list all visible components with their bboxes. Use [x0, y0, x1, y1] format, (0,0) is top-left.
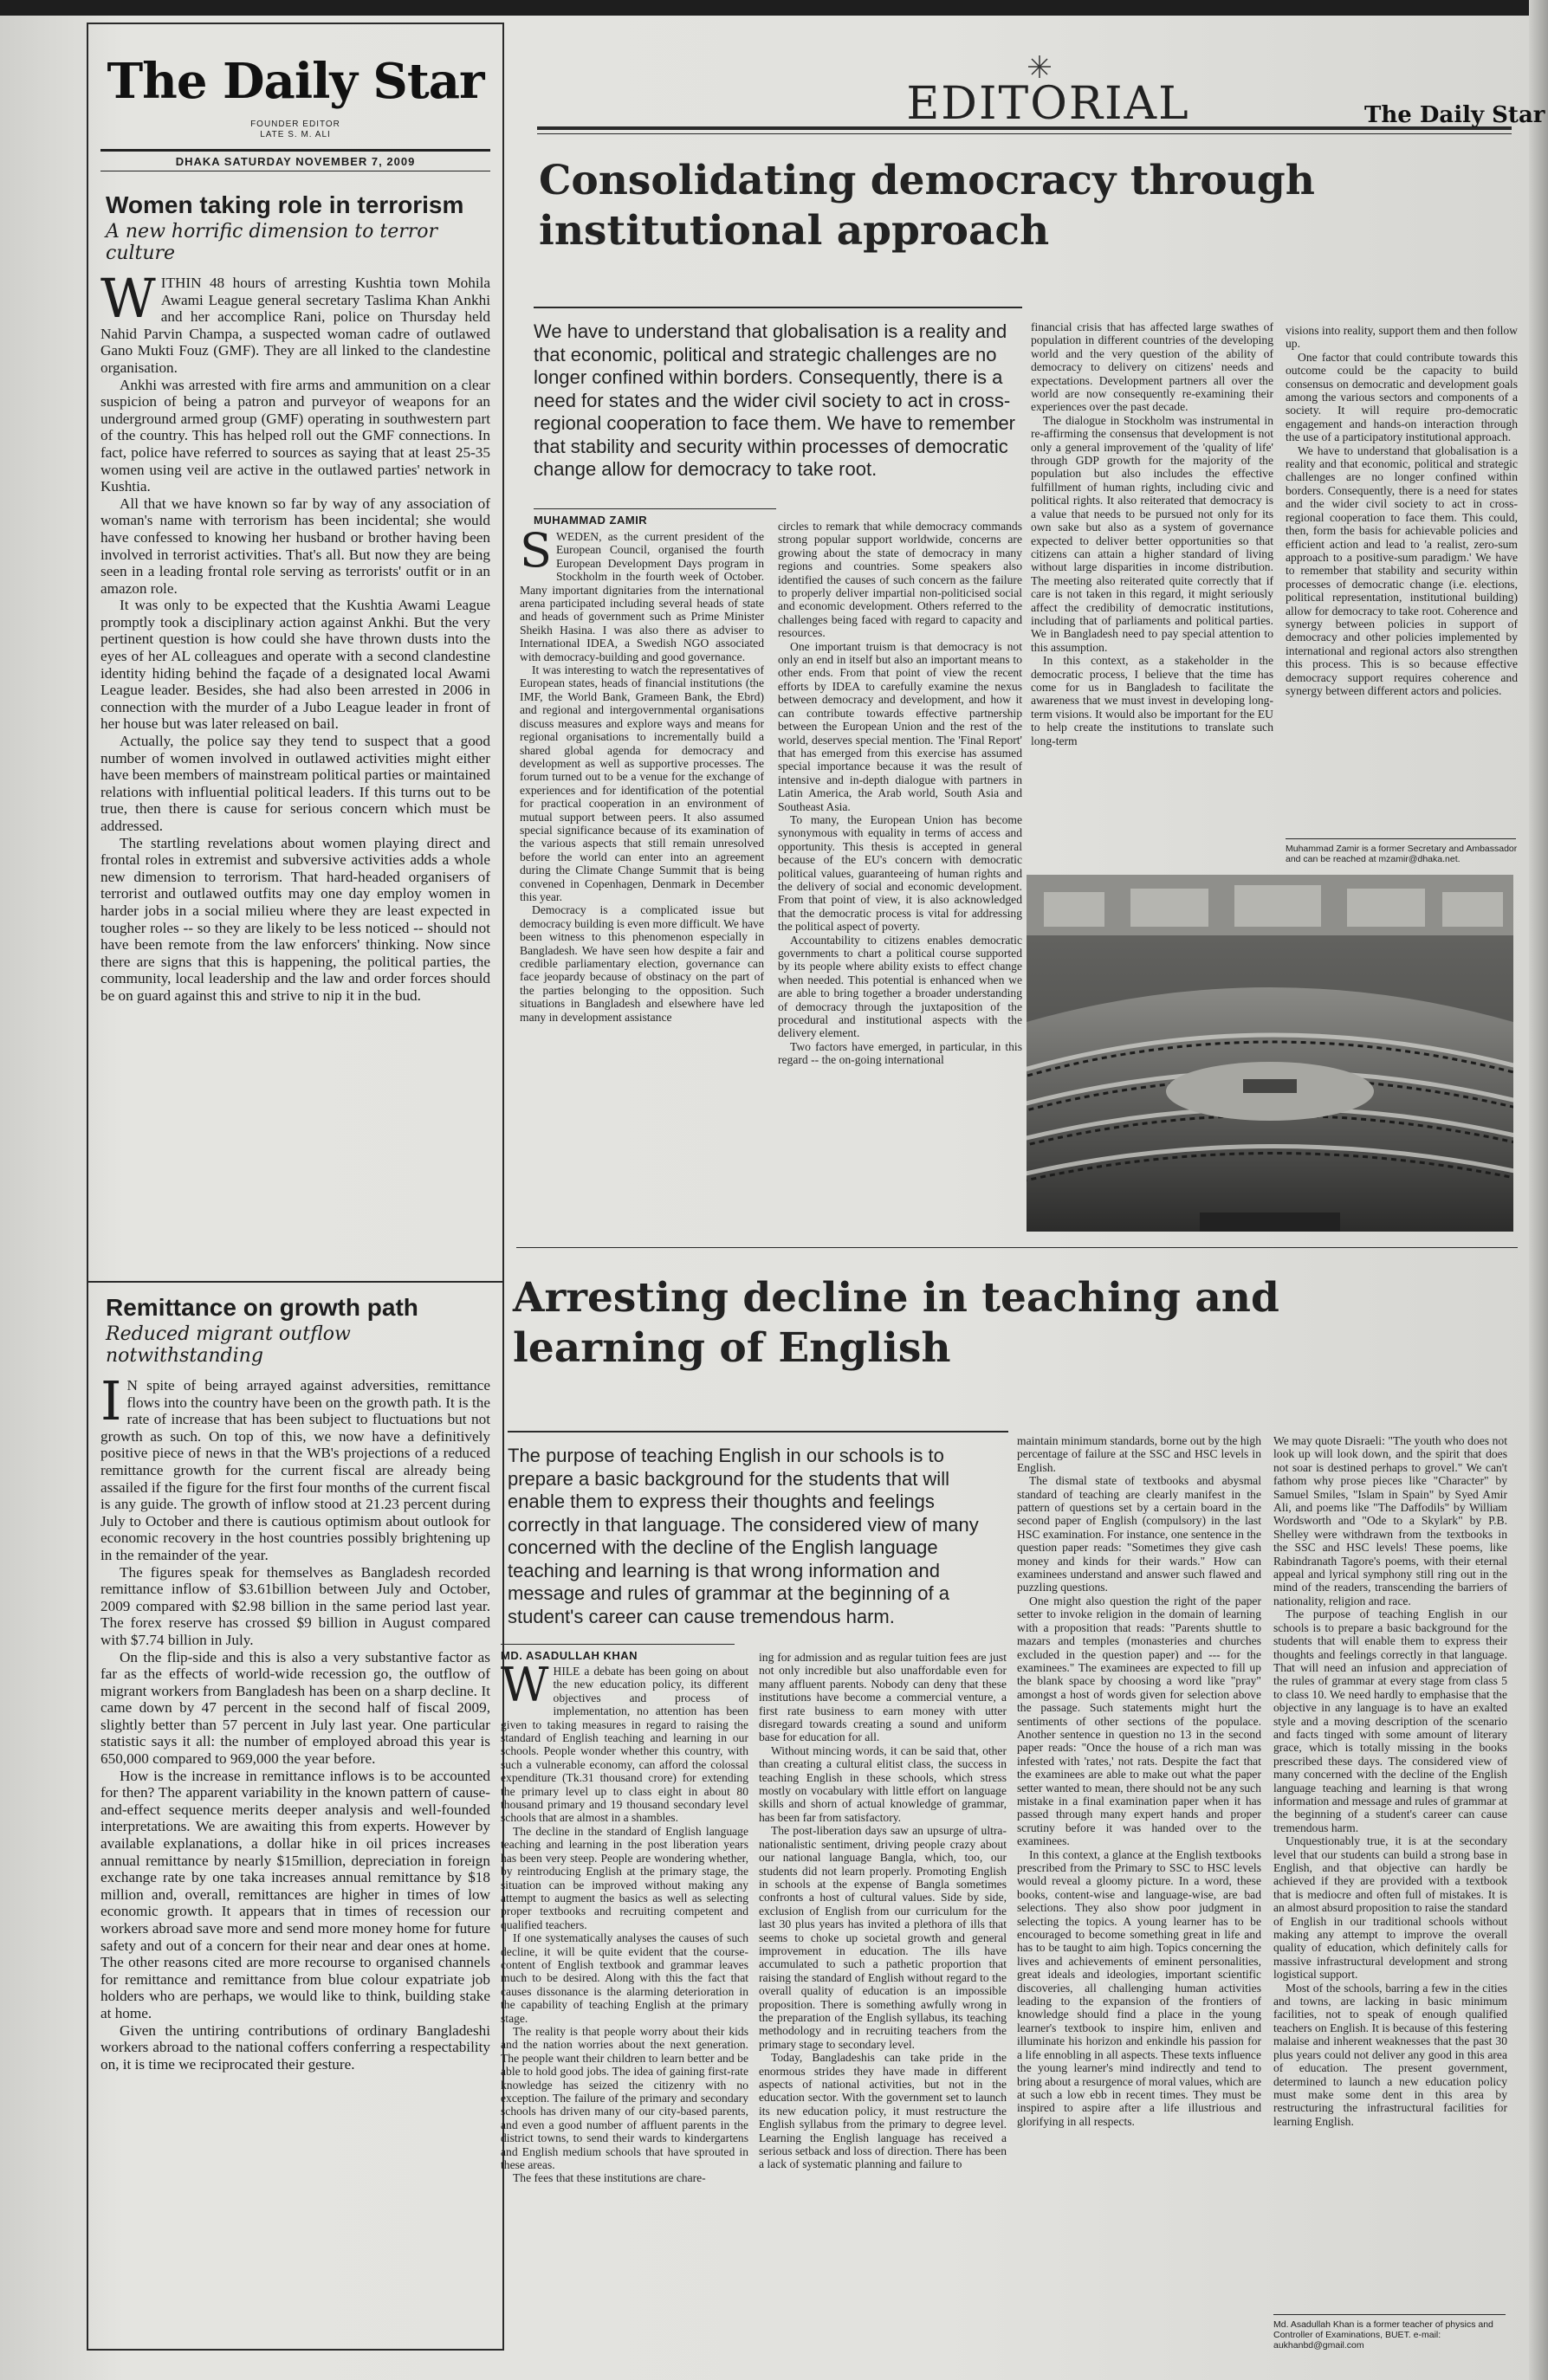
women-terrorism-body — [100, 275, 490, 1269]
article-lead: ITHIN 48 hours of arresting Kushtia town Mohila Awami League general secretary Taslima Khan Ankhi and her accomplice Rani, police on Thursday held Nahid Parvin Champa, a suspected woman cadre of outlawed Gano Mukti Fouz (GMF). They are all linked to the clandestine organisation. — [100, 275, 490, 376]
article-paragraph: To many, the European Union has become synonymous with equality in terms of access and opportunity. This thesis is accepted in general because of the EU's concern with democratic political values, guaranteeing of human rights and the delivery of social and economic development. From that point of view, it is also acknowledged that the democratic process is vital for addressing the political aspect of poverty. — [778, 812, 1022, 934]
women-terrorism-subhead: A new horrific dimension to terror culture — [106, 221, 438, 264]
parliament-chamber-photo — [1027, 875, 1513, 1232]
section-title: EDITORIAL — [906, 78, 1190, 130]
article-paragraph: How is the increase in remittance inflows is to be accounted for then? The apparent variability in the known pattern of cause-and-effect sequence merits deeper analysis and well-founded interpretations. We are awaiting this from experts. However by available explanations, a dollar hike in oil prices increases annual remittance by nearly $15million, depreciation in foreign exchange rate by one taka increases annual remittance by $18 million and, overall, remittances are higher in times of low economic growth. It appears that in times of recession our workers abroad save more and send more money home for future safety and out of a concern for their near and dear ones at home. The other reasons cited are more recourse to organised channels for remittance and remittance from blue colour expatriate job holders who are perhaps, we would like to think, building stake at home. — [100, 1767, 490, 2021]
democracy-column-3 — [1031, 320, 1273, 873]
article-paragraph: Democracy is a complicated issue but democracy building is even more difficult. We have been witness to this phenomenon especially in Bangladesh. We have seen how despite a fair and credible parliamentary election, governance can face jeopardy because of obstinacy on the part of the parties belonging to the opposition. Such situations in Bangladesh and elsewhere have led many in development assistance — [520, 903, 764, 1024]
note-rule — [1286, 838, 1516, 839]
headline-line: Arresting decline in teaching and — [513, 1274, 1279, 1322]
dropcap: W — [501, 1665, 549, 1712]
english-deck: The purpose of teaching English in our schools is to prepare a basic background for the students that will enable them to express their thoughts and feelings correctly in that language. The considered view of many concerned with the decline of the English language teaching and learning is that wrong information and message and rules of grammar at the beginning of a student's career can cause tremendous harm. — [508, 1431, 1008, 1628]
article-paragraph: Without mincing words, it can be said that, other than creating a cultural elitist class, the success in teaching English in these schools, which stress mostly on vocabulary with little effort on language skills and shorn of actual knowledge of grammar, has been far from satisfactory. — [759, 1743, 1007, 1824]
english-column-3 — [1017, 1434, 1261, 2357]
article-paragraph: The fees that these institutions are chare- — [513, 2171, 706, 2185]
democracy-column-2 — [778, 520, 1022, 1225]
headline-line: learning of English — [513, 1324, 951, 1372]
english-author-note: Md. Asadullah Khan is a former teacher of physics and Controller of Examinations, BUET. e-mail: aukhanbd@gmail.com — [1273, 2319, 1493, 2351]
article-paragraph: The post-liberation days saw an upsurge of ultra-nationalistic sentiment, driving people crazy about our national language Bangla, which, too, our students did not learn properly. Promoting English in schools at the expense of Bangla sometimes confronts a host of cultural values. Side by side, exclusion of English from our curriculum for the last 30 plus years has invited a plethora of ills that seems to choke up societal growth and general improvement in education. The ills have accumulated to such a pathetic proportion that raising the standard of English without regard to the overall quality of education is an impossible proposition. There is something awfully wrong in the preparation of the English syllabus, its teaching methodology and in recruiting teachers from the primary stage to secondary level. — [759, 1824, 1007, 2051]
women-terrorism-headline: Women taking role in terrorism — [106, 191, 464, 218]
article-paragraph: Ankhi was arrested with fire arms and ammunition on a clear suspicion of being a patron and purveyor of weapons for an underground armed group (GMF) operating in southwestern part of the country. This has helped roll out the GMF connections. In fact, police have referred to sources as saying that at least 25-35 women using veil are active in the outlawed parties' network in Kushtia. — [100, 376, 490, 495]
founder-label: FOUNDER EDITOR — [250, 120, 340, 129]
democracy-deck: We have to understand that globalisation is a reality and that economic, political and strategic challenges are no longer confined within borders. Consequently, there is a need for states and the wider civil society to act in cross-regional cooperation to face them. We have to remember that stability and security within processes of democratic change allow for democracy to take root. — [534, 307, 1022, 482]
article-paragraph: ing for admission and as regular tuition fees are just not only incredible but also unaffordable even for many affluent parents. Nobody can deny that these institutions have become a commercial venture, a first rate business to earn money with utter disregard towards creating a sound and uniform base for education for all. — [759, 1651, 1007, 1744]
article-paragraph: Today, Bangladeshis can take pride in the enormous strides they have made in different aspects of national activities, but not in the education sector. With the government set to launch its new education policy, it must restructure the English syllabus from the primary to degree level. Learning the English language has received a serious setback and loss of direction. There has been a lack of systematic planning and failure to — [759, 2051, 1007, 2171]
article-paragraph: Two factors have emerged, in particular, in this regard -- the on-going international — [778, 1039, 1022, 1067]
article-paragraph: Actually, the police say they tend to suspect that a good number of women involved in outlawed activities might either have been members of mainstream political parties or maintained relations with influential political leaders. If this turns out to be true, then there is cause for serious concern which must be addressed. — [100, 733, 490, 834]
english-byline: MD. ASADULLAH KHAN — [501, 1644, 735, 1662]
masthead-title: The Daily Star — [107, 53, 484, 110]
page-edge-top — [0, 0, 1548, 16]
remittance-headline: Remittance on growth path — [106, 1294, 418, 1321]
article-paragraph: The dismal state of textbooks and abysmal standard of teaching are clearly manifest in the pattern of questions set by a certain board in the second paper of English (compulsory) in the last HSC examination. For instance, one sentence in the question paper reads: "Sometimes they give cash money and kinds for their wards." How can examinees understand and answer such flawed and puzzling questions. — [1017, 1474, 1261, 1594]
article-paragraph: All that we have known so far by way of any association of woman's name with terrorism has been incidental; she would have confessed to knowing her husband or brother having been involved in terrorist activities. That's all. But now they are being seen in a leading frontal role serving as terrorists' outfit or in an amazon role. — [100, 495, 490, 597]
page-edge-right — [1529, 0, 1548, 2380]
article-lead: HILE a debate has been going on about the new education policy, its different objectives and process of implementation, no attention has been given to taking measures in regard to raising the standard of English teaching and learning in our schools. People wonder whether this country, with such a vulnerable economy, can afford the colossal expenditure (Tk.31 thousand crore) for extending the primary level up to class eight in about 80 thousand primary and 19 thousand secondary level schools that are almost in a shambles. — [501, 1665, 748, 1825]
article-paragraph: maintain minimum standards, borne out by the high percentage of failure at the SSC and HSC levels in English. — [1017, 1434, 1261, 1474]
article-paragraph: financial crisis that has affected large swathes of population in different countries of the developing world and the very question of the ability of democracy to delivery on citizens' needs and expectations. Development partners all over the world are now consequently re-examining their experiences over the past decade. — [1031, 320, 1273, 414]
democracy-column-4 — [1286, 324, 1518, 830]
english-column-4 — [1273, 1434, 1507, 2309]
left-column-box — [87, 23, 504, 2351]
article-paragraph: One factor that could contribute towards this outcome could be the capacity to build consensus on democratic and development goals among the various sectors and components of a society. It will require pro-democratic engagement and hands-on interaction through the use of a participatory institutional approach. — [1286, 350, 1518, 444]
article-divider — [516, 1247, 1518, 1248]
article-paragraph: The reality is that people worry about their kids and the nation worries about the next generation. The people want their children to learn better and be able to hold good jobs. The idea of gaining first-rate knowledge has seized the citizenry with no exception. The failure of the primary and secondary schools has driven many of our city-based parents, and even a good number of affluent parents in the district towns, to send their wards to kindergartens and English medium schools that have sprouted in these areas. — [501, 2024, 748, 2172]
article-paragraph: In this context, a glance at the English textbooks prescribed from the Primary to SSC to HSC levels would reveal a gloomy picture. In a word, these books, content-wise and language-wise, are bad selections. They also show poor judgment in selecting the topics. A young learner has to be encouraged to become something great in life and has to be taught to aim high. Topics concerning the lives and achievements of eminent personalities, great ideals and ideologies, important scientific discoveries, all challenging human activities leading to the expansion of the frontiers of knowledge should find a place in the young learner's textbook to inspire him, enliven and illuminate his horizon and enkindle his passion for a life ennobling in all aspects. These texts influence the young learner's mind indirectly and tend to bring about a resurgence of moral values, which are at such a low ebb in recent times. They must be inspired to aspire after a life illustrious and glorifying in all respects. — [1017, 1847, 1261, 2128]
dateline: DHAKA SATURDAY NOVEMBER 7, 2009 — [100, 149, 490, 171]
article-paragraph: circles to remark that while democracy commands strong popular support worldwide, concerns are growing about the state of democracy in many regions and countries. Some speakers also identified the causes of such concern as the failure to properly deliver impartial non-politicised social and economic development. Others referred to the challenges being faced with regard to capacity and resources. — [778, 520, 1022, 640]
note-rule — [1273, 2314, 1506, 2315]
article-paragraph: The purpose of teaching English in our schools is to prepare a basic background for the students that will enable them to express their thoughts and feelings correctly in that language. That will need an infusion and appreciation of the rules of grammar at every stage from class 5 to class 10. We need hardly to emphasise that the objective in any language is to have an exalted style and a moving description of the scenario and facts tinged with some amount of literary grace, which is totally missing in the books prescribed these days. The considered view of many concerned with the decline of the English language teaching and learning is that wrong information and message and rules of grammar at the beginning of a student's career can cause tremendous harm. — [1273, 1607, 1507, 1834]
dropcap: I — [100, 1377, 122, 1433]
section-rule-thin — [537, 133, 1512, 134]
article-lead: WEDEN, as the current president of the European Council, organised the fourth European Development Days program in Stockholm in the fourth week of October. Many important dignitaries from the international arena participated including several heads of state and heads of government such as Prime Minister Sheikh Hasina. I was also there as adviser to International IDEA, a Swedish NGO associated with democracy-building and good governance. — [520, 530, 764, 663]
article-paragraph: One important truism is that democracy is not only an end in itself but also an important means to other ends. From that point of view the recent efforts by IDEA to carefully examine the nexus between democracy and development, and how it can contribute towards effective partnership between the European Union and the rest of the world, deserves special mention. The 'Final Report' that has emerged from this exercise has assumed special importance because it was the result of intensive and in-depth dialogue with partners in Latin America, the Arab world, South Asia and Southeast Asia. — [778, 639, 1022, 813]
democracy-column-1 — [520, 530, 764, 1225]
english-headline — [513, 1273, 1292, 1374]
article-paragraph: It was interesting to watch the representatives of European states, heads of financial institutions (the IMF, the World Bank, Grameen Bank, the Ebrd) and regional and intergovernmental organisations discuss measures and explore ways and means for regional organisations to incrementally build a shared global agenda for democracy and development as well as supportive processes. The forum turned out to be a venue for the exchange of experiences and for identification of the potential for practical cooperation in an environment of mutual support between peers. It also assumed special significance because of its examination of the various aspects that still remain unresolved before the world can enter into an agreement during the Climate Change Summit that is being convened in Copenhagen, Denmark in December this year. — [520, 663, 764, 903]
article-paragraph: The decline in the standard of English language teaching and learning in the post liberation years has been very steep. People are wondering whether, by reintroducing English at the primary stage, the situation can be improved without making any attempt to augment the basics as well as selecting proper textbooks and recruiting competent and qualified teachers. — [501, 1824, 748, 1931]
article-paragraph: If one systematically analyses the causes of such decline, it will be quite evident that the course-content of English textbook and grammar leaves much to be desired. Along with this the fact that causes dissonance is the alarming deterioration in the capability of teaching English at the primary stage. — [501, 1931, 748, 2025]
article-paragraph: We may quote Disraeli: "The youth who does not look up will look down, and the spirit that does not soar is destined perhaps to grovel." We can't fathom why prose pieces like "Character" by Samuel Smiles, "Islam in Spain" by Syed Amir Ali, and poems like "The Daffodils" by William Wordsworth and "Ode to a Skylark" by P.B. Shelley were withdrawn from the textbooks in the SSC and HSC levels! These poems, like Rabindranath Tagore's poems, with their eternal appeal and lyrical symphony still ring out in the mind of the readers, transcending the barriers of nationality, religion and race. — [1273, 1434, 1507, 1607]
article-paragraph: One might also question the right of the paper setter to invoke religion in the domain of learning with a proposition that reads: "Parents shuttle to mazars and temples (monasteries and churches excluded in the question paper) and --- for the examinees." The examinees are expected to fill up the blank space by choosing a word like "pray" amongst a host of words given for selection above the passage. Such statements might hurt the sentiments of other sections of the populace. Another sentence in question no 13 in the second paper reads: "Once the house of a rich man was infested with 'rates,' not rats. Despite the fact that the examinees are able to make out what the paper setter wanted to mean, there should not be any such mistake in a final examination paper when it has passed through many expert hands and proper scrutiny before it was handed over to the examinees. — [1017, 1594, 1261, 1848]
democracy-headline — [539, 156, 1318, 256]
article-paragraph: The figures speak for themselves as Bangladesh recorded remittance inflow of $3.61billion between July and October, 2009 compared with $2.98 billion in the same period last year. The forex reserve has crossed $9 billion in August compared with $7.74 billion in July. — [100, 1563, 490, 1648]
english-column-1 — [501, 1665, 748, 2357]
star-ornament-icon — [1027, 54, 1053, 80]
article-lead: N spite of being arrayed against adversities, remittance flows into the country have been on the growth path. It is the rate of increase that has been subject to fluctuations but not growth as such. On top of this, we now have a definitively positive piece of news in that the WB's projections of a reduced remittance growth for the current fiscal are already being assailed if the figure for the first four months of the current fiscal is any guide. The growth of inflow stood at 21.23 percent during July to October and there is cautious optimism about outlook for economic recovery in the host countries possibly brightening up in the remainder of the year. — [100, 1377, 490, 1563]
founder-name: LATE S. M. ALI — [260, 130, 331, 139]
english-column-2 — [759, 1651, 1007, 2357]
left-divider — [88, 1281, 502, 1283]
democracy-byline: MUHAMMAD ZAMIR — [534, 508, 776, 527]
article-paragraph: In this context, as a stakeholder in the democratic process, I believe that the time has come for us in Bangladesh to facilitate the awareness that we must invest in developing long-term visions. It would also be important for the EU to help create the institutions to translate such long-term — [1031, 654, 1273, 747]
article-paragraph: We have to understand that globalisation is a reality and that economic, political and strategic challenges are no longer confined within borders. Consequently, there is a need for states and the wider civil society to act in cross-regional cooperation to face them. This could, then, form the basis for achievable policies and efficient action and lead to 'a realist, zero-sum approach to a positive-sum paradigm.' We have to remember that stability and security within processes of democratic change (i.e. elections, political representation, institutional building) allow for democracy to take root. Coherence and synergy between policies in support of democracy and other policies implemented by international and regional actors also strengthen this process. This is so because effective democracy support requires coherence and synergy between different actors and policies. — [1286, 443, 1518, 697]
headline-line: institutional approach — [539, 207, 1050, 255]
remittance-body — [100, 1377, 490, 2337]
article-paragraph: It was only to be expected that the Kushtia Awami League promptly took a disciplinary action against Ankhi. But the very pertinent question is how could she have thrown dusts into the eyes of her AL colleagues and operate with a second clandestine identity hiding behind the façade of a designated local Awami League leader. Besides, she had also been arrested in 2006 in connection with the murder of a Jubo League leader in front of her house but was later released on bail. — [100, 597, 490, 733]
dropcap: W — [100, 275, 156, 330]
headline-line: Consolidating democracy through — [539, 157, 1315, 204]
remittance-subhead: Reduced migrant outflow notwithstanding — [106, 1323, 351, 1367]
article-paragraph: On the flip-side and this is also a very substantive factor as far as the effects of world-wide recession go, the outflow of migrant workers from Bangladesh has been on a sharp decline. It came down by 47 percent in the second half of fiscal 2009, slightly better than 57 percent in July last year. One particular statistic says it all: the number of employed abroad this year is 650,000 compared to 969,000 the year before. — [100, 1648, 490, 1768]
article-paragraph: The startling revelations about women playing direct and frontal roles in extremist and subversive activities adds a whole new dimension to terrorism. That hard-headed organisers of terrorist and outlawed outfits may one day employ women in harder jobs in a social milieu where they are least expected in tougher roles -- so they are likely to be less noticed -- should not have been remote from the law enforcers' thinking. Now since there are signs that this is happening, the political parties, the community, local leadership and the law and order forces should be on guard against this and strive to nip it in the bud. — [100, 834, 490, 1004]
article-paragraph: Accountability to citizens enables democratic governments to chart a political course supported by its people where ability exists to effect change when needed. This potential is enhanced when we are able to bring together a broader understanding of democracy through the juxtaposition of the procedural and institutional aspects with the delivery element. — [778, 933, 1022, 1040]
article-paragraph: Unquestionably true, it is at the secondary level that our students can build a strong base in English, and that objective can hardly be achieved if they are provided with a textbook that is mediocre and often full of mistakes. It is an almost absurd proposition to raise the standard of English in our traditional schools without making any attempt to improve the overall quality of education, which definitely calls for massive infrastructural development and strong logistical support. — [1273, 1834, 1507, 1982]
section-flag: The Daily Star — [1364, 102, 1545, 128]
article-paragraph: Given the untiring contributions of ordinary Bangladeshi workers abroad to the national coffers conferring a respectability on, it is time we reciprocated their gesture. — [100, 2021, 490, 2073]
article-paragraph: Most of the schools, barring a few in the cities and towns, are lacking in basic minimum facilities, not to speak of enough qualified teachers on English. It is because of this festering malaise and inherent weaknesses that the past 30 plus years could not deliver any good in this area of education. The present government, determined to launch a new education policy must make some dent in this area by restructuring the infrastructural facilities for learning English. — [1273, 1981, 1507, 2128]
article-paragraph: The dialogue in Stockholm was instrumental in re-affirming the consensus that development is not only a general improvement of the 'quality of life' through GDP growth for the majority of the population but also includes the effective fulfillment of human rights, including civic and political rights. It also reiterated that democracy is a value that needs to be pursued not only for its own sake but also as a system of governance expected to deliver better opportunities so that citizens can attain a higher standard of living without large disparities in income distribution. The meeting also reiterated quite correctly that if care is not taken in this regard, it might seriously affect the credibility of democratic institutions, including that of parliaments and political parties. We in Bangladesh need to pay special attention to this assumption. — [1031, 413, 1273, 654]
article-paragraph: visions into reality, support them and then follow up. — [1286, 324, 1518, 351]
democracy-author-note: Muhammad Zamir is a former Secretary and Ambassador and can be reached at mzamir@dhaka.net. — [1286, 844, 1518, 864]
dropcap: S — [520, 530, 552, 578]
